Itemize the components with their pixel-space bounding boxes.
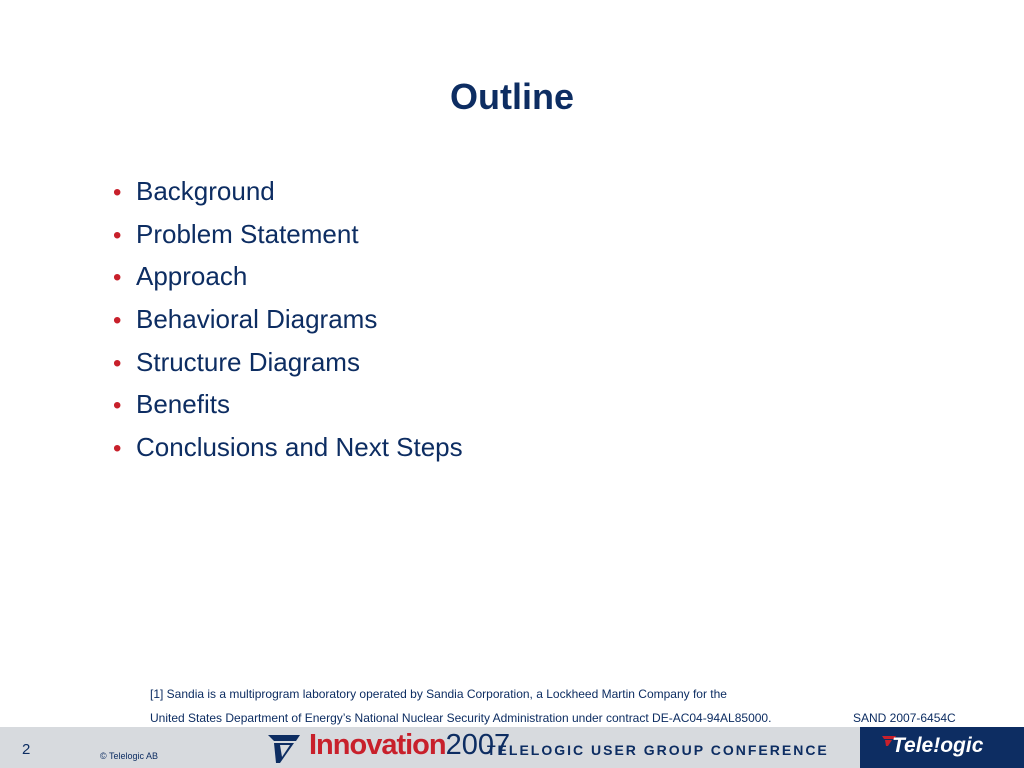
bullet-icon: • bbox=[113, 435, 122, 463]
bullet-icon: • bbox=[113, 221, 122, 249]
bullet-icon: • bbox=[113, 392, 122, 420]
slide-footer bbox=[0, 727, 1024, 768]
innovation-wordmark: Innovation2007 bbox=[309, 729, 511, 761]
footnote-line-2: United States Department of Energy’s National Nuclear Security Administration under contract DE-AC04-94AL85000. bbox=[150, 711, 772, 725]
list-item: • Conclusions and Next Steps bbox=[113, 426, 463, 469]
outline-list bbox=[113, 170, 463, 469]
bullet-icon: • bbox=[113, 264, 122, 292]
brand-name: Tele!ogic bbox=[892, 734, 984, 757]
list-item: • Behavioral Diagrams bbox=[113, 298, 463, 341]
list-item: • Background bbox=[113, 170, 463, 213]
telelogic-logo bbox=[860, 727, 1024, 768]
slide-title: Outline bbox=[450, 76, 574, 117]
innovation-logo-icon bbox=[266, 733, 302, 765]
list-item: • Structure Diagrams bbox=[113, 341, 463, 384]
list-item: • Approach bbox=[113, 255, 463, 298]
list-item: • Benefits bbox=[113, 383, 463, 426]
bullet-icon: • bbox=[113, 307, 122, 335]
conference-name: TELELOGIC USER GROUP CONFERENCE bbox=[487, 742, 829, 758]
bullet-icon: • bbox=[113, 349, 122, 377]
bullet-icon: • bbox=[113, 179, 122, 206]
list-item: • Problem Statement bbox=[113, 213, 463, 256]
copyright-text: © Telelogic AB bbox=[100, 751, 158, 761]
document-number: SAND 2007-6454C bbox=[853, 711, 956, 725]
footnote-line-1: [1] Sandia is a multiprogram laboratory operated by Sandia Corporation, a Lockheed Martin Company for the bbox=[150, 687, 727, 701]
page-number: 2 bbox=[22, 741, 31, 758]
